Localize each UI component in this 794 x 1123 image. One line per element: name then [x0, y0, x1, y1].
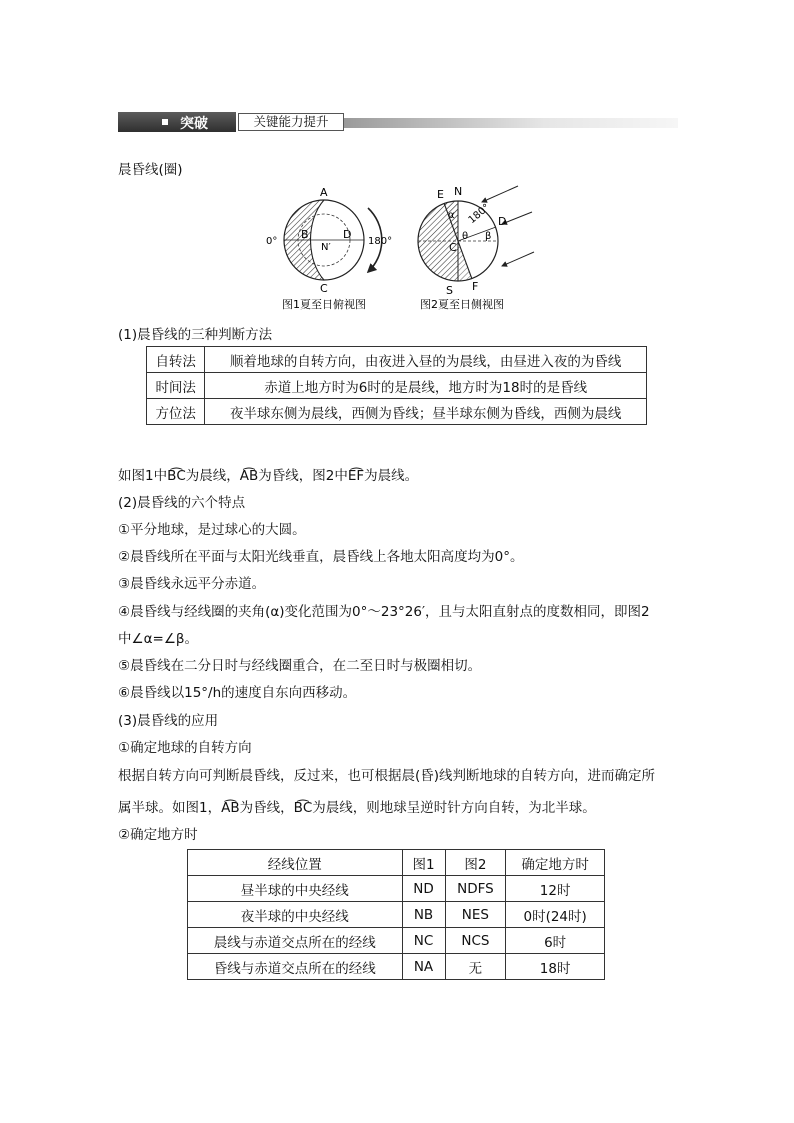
table-cell: ND — [402, 876, 445, 902]
s2-item: ④晨昏线与经线圈的夹角(α)变化范围为0°～23°26′，且与太阳直射点的度数相同，即图2 — [118, 604, 650, 620]
figure-1 — [266, 186, 392, 311]
fig2-label-s: S — [446, 284, 453, 297]
table-header-cell: 确定地方时 — [506, 850, 605, 876]
table-cell: NES — [445, 902, 506, 928]
fig1-label-n: N′ — [321, 242, 331, 253]
table-cell: NA — [402, 954, 445, 980]
table-cell: NB — [402, 902, 445, 928]
fig2-label-n: N — [454, 185, 463, 198]
figure-2 — [418, 185, 534, 311]
table-row — [188, 902, 605, 928]
table-cell: NCS — [445, 928, 506, 954]
fig1-label-c: C — [320, 282, 328, 295]
table-row — [147, 347, 647, 373]
s3-paragraph: 根据自转方向可判断晨昏线，反过来，也可根据晨(昏)线判断地球的自转方向，进而确定所 — [118, 768, 656, 784]
fig2-sun-ray-3 — [502, 252, 534, 266]
table-header-row — [188, 850, 605, 876]
terminator-figures — [262, 184, 542, 314]
table-cell: 6时 — [506, 928, 605, 954]
s2-item: ③晨昏线永远平分赤道。 — [118, 576, 266, 592]
table-cell: 0时(24时) — [506, 902, 605, 928]
fig2-label-e: E — [437, 188, 444, 201]
fig1-label-b: B — [301, 228, 309, 241]
table-cell: 时间法 — [147, 373, 205, 399]
judgment-methods-table — [146, 346, 647, 425]
s3-sub1: ①确定地球的自转方向 — [118, 740, 252, 756]
table-cell: 12时 — [506, 876, 605, 902]
fig2-label-theta: θ — [462, 231, 469, 242]
table-cell: 顺着地球的自转方向，由夜进入昼的为晨线，由昼进入夜的为昏线 — [205, 347, 647, 373]
fig1-label-a: A — [320, 186, 328, 199]
table-cell: 夜半球东侧为晨线，西侧为昏线；昼半球东侧为昏线，西侧为晨线 — [205, 399, 647, 425]
s3-title: (3)晨昏线的应用 — [118, 713, 219, 729]
fig2-label-180deg: 180° — [466, 202, 493, 227]
s2-item: ①平分地球，是过球心的大圆。 — [118, 522, 306, 538]
table-row — [147, 373, 647, 399]
fig2-label-beta: β — [485, 231, 492, 242]
s2-item: 中∠α=∠β。 — [118, 631, 199, 647]
table-cell: 无 — [445, 954, 506, 980]
table-row — [188, 928, 605, 954]
table-header-cell: 图1 — [402, 850, 445, 876]
table-row — [147, 399, 647, 425]
banner-title: 关键能力提升 — [238, 113, 344, 131]
heading: 晨昏线(圈) — [118, 162, 183, 178]
table-cell: 昏线与赤道交点所在的经线 — [188, 954, 403, 980]
s1-note: 如图1中B͡C为晨线，A͡B为昏线，图2中E͡F为晨线。 — [118, 468, 419, 484]
s3-sub2: ②确定地方时 — [118, 827, 198, 843]
fig2-label-d: D — [498, 215, 507, 228]
banner-tag: 突破 — [180, 116, 208, 132]
local-time-table — [187, 849, 605, 980]
table-row — [188, 954, 605, 980]
table-cell: 夜半球的中央经线 — [188, 902, 403, 928]
fig2-label-alpha: α — [448, 210, 455, 221]
s3-paragraph: 属半球。如图1，A͡B为昏线，B͡C为晨线，则地球呈逆时针方向自转，为北半球。 — [118, 800, 596, 816]
table-cell: 赤道上地方时为6时的是晨线，地方时为18时的是昏线 — [205, 373, 647, 399]
fig1-caption: 图1夏至日俯视图 — [282, 298, 366, 311]
banner-gradient-bar — [344, 118, 678, 128]
fig1-label-d: D — [343, 228, 352, 241]
banner-dark-block — [118, 112, 236, 132]
table-header-cell: 图2 — [445, 850, 506, 876]
fig2-sun-ray-2 — [502, 212, 532, 224]
s2-item: ⑤晨昏线在二分日时与经线圈重合，在二至日时与极圈相切。 — [118, 658, 482, 674]
s2-item: ②晨昏线所在平面与太阳光线垂直，晨昏线上各地太阳高度均为0°。 — [118, 549, 524, 565]
table-cell: 方位法 — [147, 399, 205, 425]
table-cell: NDFS — [445, 876, 506, 902]
table-header-cell: 经线位置 — [188, 850, 403, 876]
fig2-label-c: C — [449, 241, 457, 254]
fig1-label-180deg: 180° — [368, 236, 393, 247]
section-banner — [118, 112, 678, 132]
fig2-caption: 图2夏至日侧视图 — [420, 298, 504, 311]
fig2-label-f: F — [472, 280, 479, 293]
table-cell: 昼半球的中央经线 — [188, 876, 403, 902]
s2-item: ⑥晨昏线以15°/h的速度自东向西移动。 — [118, 685, 357, 701]
square-bullet-icon — [162, 119, 168, 125]
s1-title: (1)晨昏线的三种判断方法 — [118, 327, 273, 343]
fig2-sun-ray-1 — [482, 186, 518, 202]
table-cell: NC — [402, 928, 445, 954]
table-row — [188, 876, 605, 902]
table-cell: 18时 — [506, 954, 605, 980]
fig1-label-0deg: 0° — [266, 236, 278, 247]
table-cell: 晨线与赤道交点所在的经线 — [188, 928, 403, 954]
s2-title: (2)晨昏线的六个特点 — [118, 495, 246, 511]
table-cell: 自转法 — [147, 347, 205, 373]
